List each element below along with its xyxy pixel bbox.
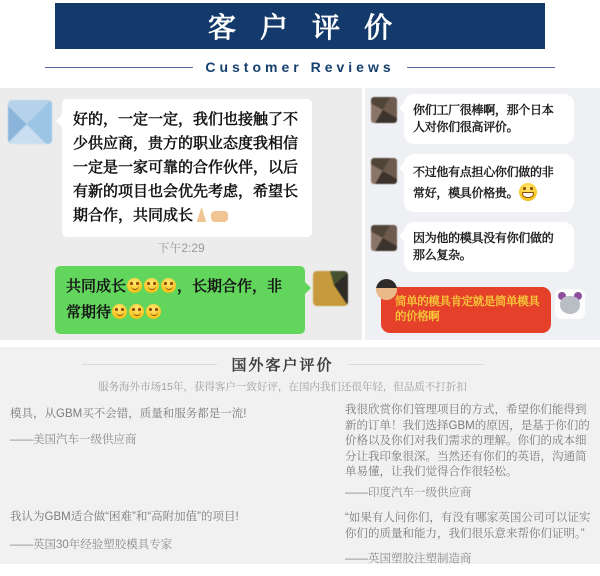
mouse-avatar xyxy=(555,289,585,319)
person-sticker-icon xyxy=(376,279,397,300)
smile-emoji xyxy=(112,304,127,319)
contact-avatar xyxy=(371,158,397,184)
contact-avatar xyxy=(8,100,52,144)
divider-line-left xyxy=(45,67,193,68)
handshake-emoji xyxy=(211,211,228,222)
testimonial-source: ——印度汽车一级供应商 xyxy=(345,487,472,499)
sent-message-text-part2: ，长期合作，非常期待 xyxy=(66,278,283,321)
sent-message-text-part1: 共同成长 xyxy=(66,278,127,295)
pray-emoji xyxy=(194,207,209,222)
section-title: 国外客户评价 xyxy=(231,357,334,374)
user-avatar xyxy=(313,271,348,306)
received-message-bubble xyxy=(62,99,312,237)
received-message-text: 不过他有点担心你们做的非常好，模具价格贵。 xyxy=(413,165,554,200)
smile-emoji xyxy=(127,278,142,293)
received-message-bubble xyxy=(404,222,574,272)
smile-emoji xyxy=(129,304,144,319)
sent-message-bubble xyxy=(381,287,551,333)
overseas-reviews-section xyxy=(0,347,600,564)
divider-line-right xyxy=(348,364,483,365)
page-subtitle: Customer Reviews xyxy=(205,59,395,75)
section-subtitle: 服务海外市场15年，获得客户一致好评，在国内我们还很年轻，但品质不打折扣 xyxy=(98,381,467,393)
testimonial-quote: “如果有人问你们，有没有哪家英国公司可以证实你们的质量和能力，我们很乐意来帮你们证明。” xyxy=(345,512,591,540)
smile-emoji xyxy=(146,304,161,319)
page-subheader xyxy=(0,58,600,76)
section-header xyxy=(0,354,565,375)
smile-emoji xyxy=(144,278,159,293)
received-message-bubble xyxy=(404,94,574,144)
divider-line-left xyxy=(82,364,217,365)
page-title-banner xyxy=(55,3,545,49)
chat-timestamp: 下午2:29 xyxy=(157,241,205,255)
received-message-text: 你们工厂很棒啊，那个日本人对你们很高评价。 xyxy=(413,103,554,134)
received-message-text: 好的，一定一定，我们也接触了不少供应商，贵方的职业态度我相信一定是一家可靠的合作伙伴，以后有新的项目也会优先考虑，希望长期合作，共同成长 xyxy=(73,111,299,224)
testimonial-source: ——英国30年经验塑胶模具专家 xyxy=(10,539,173,551)
smile-emoji xyxy=(161,278,176,293)
grin-emoji xyxy=(519,183,537,201)
testimonial-quote: 我很欣赏你们管理项目的方式，希望你们能得到新的订单！我们选择GBM的原因，是基于你们的价格以及你们对我们需求的理解。你们的成本细分让我印象很深。当然还有你们的英语，沟通简单易懂，让我们觉得合作很轻松。 xyxy=(345,404,590,478)
wechat-screenshot-right xyxy=(365,88,600,340)
testimonial-source: ——美国汽车一级供应商 xyxy=(10,434,137,446)
contact-avatar xyxy=(371,97,397,123)
sent-message-bubble xyxy=(55,266,305,334)
wechat-screenshot-left xyxy=(0,88,362,340)
testimonial-source: ——英国塑胶注塑制造商 xyxy=(345,553,472,565)
received-message-bubble xyxy=(404,154,574,212)
testimonial-quote: 模具，从GBM买不会错，质量和服务都是一流! xyxy=(10,408,247,420)
divider-line-right xyxy=(407,67,555,68)
sent-message-text: 简单的模具肯定就是简单模具的价格啊 xyxy=(395,296,540,323)
page-title: 客户评价 xyxy=(207,12,416,43)
testimonial-quote: 我认为GBM适合做“困难”和“高附加值”的项目! xyxy=(10,511,239,523)
received-message-text: 因为他的模具没有你们做的那么复杂。 xyxy=(413,231,554,262)
contact-avatar xyxy=(371,225,397,251)
